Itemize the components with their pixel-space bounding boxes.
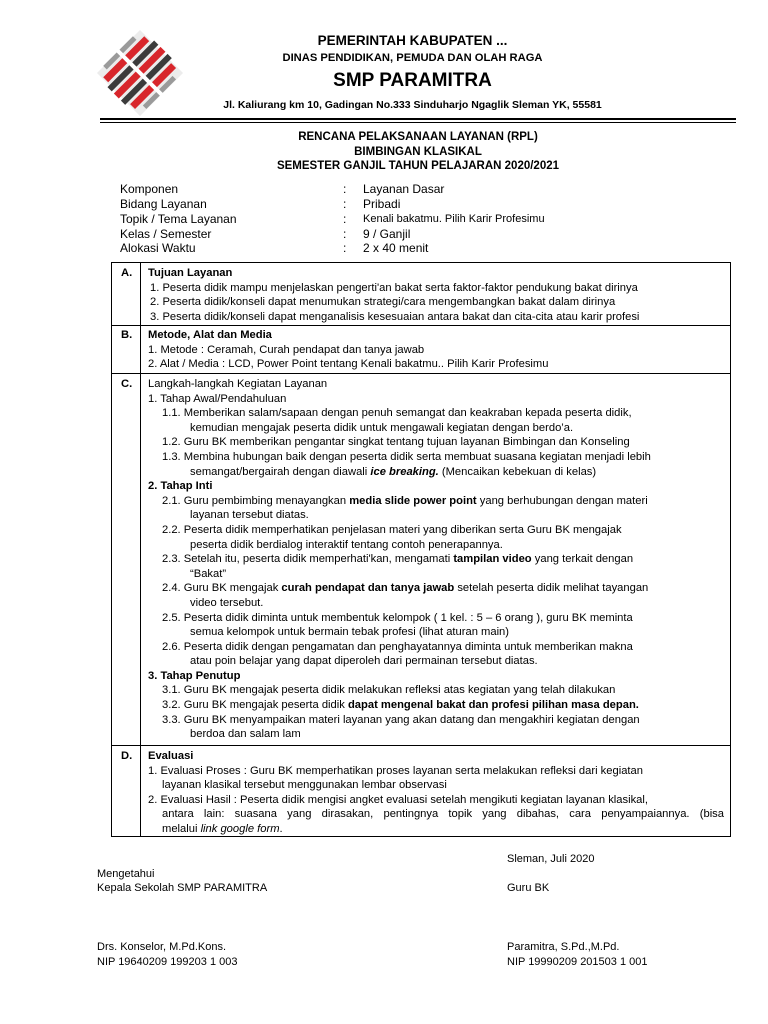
table-row-divider: [112, 745, 730, 746]
list-item-continuation: kemudian mengajak peserta didik untuk mengawali kegiatan dengan berdo’a.: [190, 421, 574, 434]
document-title: [100, 130, 736, 174]
text-run: setelah peserta didik melihat tayangan: [454, 582, 649, 595]
identity-key: Bidang Layanan: [120, 197, 207, 211]
list-item: 1. Metode : Ceramah, Curah pendapat dan tanya jawab: [148, 343, 425, 356]
identity-key: Topik / Tema Layanan: [120, 212, 237, 226]
text-run: 3.2. Guru BK mengajak peserta didik: [162, 699, 348, 712]
list-item-continuation: video tersebut.: [190, 596, 264, 609]
text-run: (Mencaikan kebekuan di kelas): [438, 465, 597, 478]
section-heading: Evaluasi: [148, 750, 194, 762]
list-item: 1. Peserta didik mampu menjelaskan pengerti'an bakat serta faktor-faktor pendukung bakat dirinya: [150, 281, 638, 294]
text-run: 2.1. Guru pembimbing menayangkan: [162, 494, 350, 507]
list-item: [148, 581, 724, 596]
list-item: [148, 698, 724, 713]
list-item: 2.5. Peserta didik diminta untuk membentuk kelompok ( 1 kel. : 5 – 6 orang ), guru BK meminta: [162, 611, 633, 624]
list-item-continuation: semua kelompok untuk bermain tebak profesi (lihat aturan main): [190, 626, 510, 639]
school-name: SMP PARAMITRA: [333, 70, 492, 91]
list-item: 2. Peserta didik/konseli dapat menumukan strategi/cara mengembangkan bakat dalam dirinya: [150, 296, 616, 309]
section-heading: Metode, Alat dan Media: [148, 329, 272, 341]
list-item: 2.2. Peserta didik memperhatikan penjelasan materi yang diberikan serta Guru BK mengajak: [162, 523, 622, 536]
list-item: 1.1. Memberikan salam/sapaan dengan penuh semangat dan keakraban kepada peserta didik,: [162, 407, 632, 420]
identity-value: Layanan Dasar: [363, 182, 445, 196]
list-item: 1.2. Guru BK memberikan pengantar singkat tentang tujuan layanan Bimbingan dan Konseling: [162, 436, 630, 449]
list-item-continuation: atau poin belajar yang dapat diperoleh dari permainan tersebut diatas.: [190, 655, 538, 668]
list-item-continuation: [148, 465, 724, 480]
text-run: 2.4. Guru BK mengajak: [162, 582, 282, 595]
list-item-continuation: peserta didik berdialog interaktif tentang contoh penerapannya.: [190, 538, 503, 551]
section-heading: Tujuan Layanan: [148, 267, 233, 279]
school-address: Jl. Kaliurang km 10, Gadingan No.333 Sinduharjo Ngaglik Sleman YK, 55581: [223, 99, 602, 111]
identity-value: 2 x 40 menit: [363, 241, 429, 255]
emphasis-text: ice breaking.: [370, 465, 439, 478]
title-line-3: SEMESTER GANJIL TAHUN PELAJARAN 2020/2021: [276, 160, 560, 172]
list-item-continuation: layanan tersebut diatas.: [190, 509, 309, 522]
identity-key: Komponen: [120, 182, 179, 196]
school-logo: [95, 28, 185, 118]
stage-heading: 2. Tahap Inti: [148, 480, 213, 493]
list-item: 2. Alat / Media : LCD, Power Point tentang Kenali bakatmu.. Pilih Karir Profesimu: [148, 358, 549, 371]
list-item-continuation: layanan klasikal tersebut menggunakan lembar observasi: [162, 779, 447, 792]
table-row-divider: [112, 325, 730, 326]
activity-table: [111, 262, 731, 837]
list-item: 3.3. Guru BK menyampaikan materi layanan yang akan datang dan mengakhiri kegiatan dengan: [162, 713, 640, 726]
letterhead: [190, 32, 635, 112]
principal-name: Drs. Konselor, M.Pd.Kons.: [97, 941, 226, 953]
list-item: 2. Evaluasi Hasil : Peserta didik mengisi angket evaluasi setelah mengikuti kegiatan layanan klasikal,: [148, 793, 648, 806]
bold-text: tampilan video: [453, 553, 532, 566]
principal-nip: NIP 19640209 199203 1 003: [97, 956, 238, 968]
identity-key: Alokasi Waktu: [120, 241, 196, 255]
text-run: semangat/bergairah dengan diawali: [190, 465, 371, 478]
identity-value: Kenali bakatmu. Pilih Karir Profesimu: [363, 213, 545, 225]
counselor-title: Guru BK: [507, 882, 550, 894]
identity-colon: :: [343, 182, 347, 196]
bold-text: curah pendapat dan tanya jawab: [281, 582, 455, 595]
section-heading: Langkah-langkah Kegiatan Layanan: [148, 378, 328, 390]
department-line: DINAS PENDIDIKAN, PEMUDA DAN OLAH RAGA: [282, 52, 543, 64]
place-date: Sleman, Juli 2020: [507, 853, 595, 865]
identity-key: Kelas / Semester: [120, 227, 212, 241]
list-item-continuation: antara lain: suasana yang dirasakan, pentingnya topik yang dibahas, cara penyampaiannya. (bisa: [162, 808, 724, 821]
title-line-2: BIMBINGAN KLASIKAL: [354, 145, 482, 158]
list-item: 3.1. Guru BK mengajak peserta didik melakukan refleksi atas kegiatan yang telah dilakukan: [162, 684, 616, 697]
list-item: [148, 552, 724, 567]
text-run: yang berhubungan dengan materi: [476, 494, 648, 507]
list-item: 1. Evaluasi Proses : Guru BK memperhatikan proses layanan serta melakukan refleksi dari kegiatan: [148, 764, 643, 777]
principal-title: Kepala Sekolah SMP PARAMITRA: [97, 882, 268, 894]
list-item: [148, 494, 724, 509]
identity-colon: :: [343, 227, 347, 241]
identity-value: Pribadi: [363, 197, 401, 211]
text-run: .: [279, 822, 283, 835]
section-letter: D.: [121, 750, 133, 762]
title-line-1: RENCANA PELAKSANAAN LAYANAN (RPL): [298, 131, 538, 143]
letterhead-rule-thick: [100, 118, 736, 120]
emphasis-text: link google form: [200, 822, 280, 835]
counselor-name: Paramitra, S.Pd.,M.Pd.: [507, 941, 620, 953]
section-letter: B.: [121, 329, 133, 341]
acknowledged-label: Mengetahui: [97, 868, 155, 880]
list-item: 1.3. Membina hubungan baik dengan peserta didik serta membuat suasana kegiatan menjadi lebih: [162, 450, 651, 463]
list-item: 2.6. Peserta didik dengan pengamatan dan penghayatannya diminta untuk memberikan makna: [162, 640, 633, 653]
stage-heading: 3. Tahap Penutup: [148, 669, 241, 682]
bold-text: dapat mengenal bakat dan profesi pilihan masa depan.: [347, 699, 639, 712]
counselor-nip: NIP 19990209 201503 1 001: [507, 956, 648, 968]
list-item-continuation: berdoa dan salam lam: [190, 728, 301, 741]
table-column-divider: [140, 263, 141, 836]
stage-heading: 1. Tahap Awal/Pendahuluan: [148, 392, 287, 405]
identity-colon: :: [343, 197, 347, 211]
bold-text: media slide power point: [349, 494, 477, 507]
text-run: yang terkait dengan: [531, 553, 634, 566]
identity-colon: :: [343, 212, 347, 226]
text-run: 2.3. Setelah itu, peserta didik memperhati'kan, mengamati: [162, 553, 454, 566]
identity-value: 9 / Ganjil: [363, 227, 411, 241]
government-line: PEMERINTAH KABUPATEN ...: [317, 33, 508, 48]
section-letter: A.: [121, 267, 133, 279]
letterhead-rule-thin: [100, 122, 736, 123]
list-item-continuation: [148, 822, 724, 837]
section-letter: C.: [121, 378, 133, 390]
identity-colon: :: [343, 241, 347, 255]
list-item: 3. Peserta didik/konseli dapat menganalisis kesesuaian antara bakat dan cita-cita atau karir profesi: [150, 310, 640, 323]
text-run: melalui: [162, 822, 201, 835]
list-item-continuation: “Bakat”: [190, 567, 227, 580]
table-row-divider: [112, 373, 730, 374]
